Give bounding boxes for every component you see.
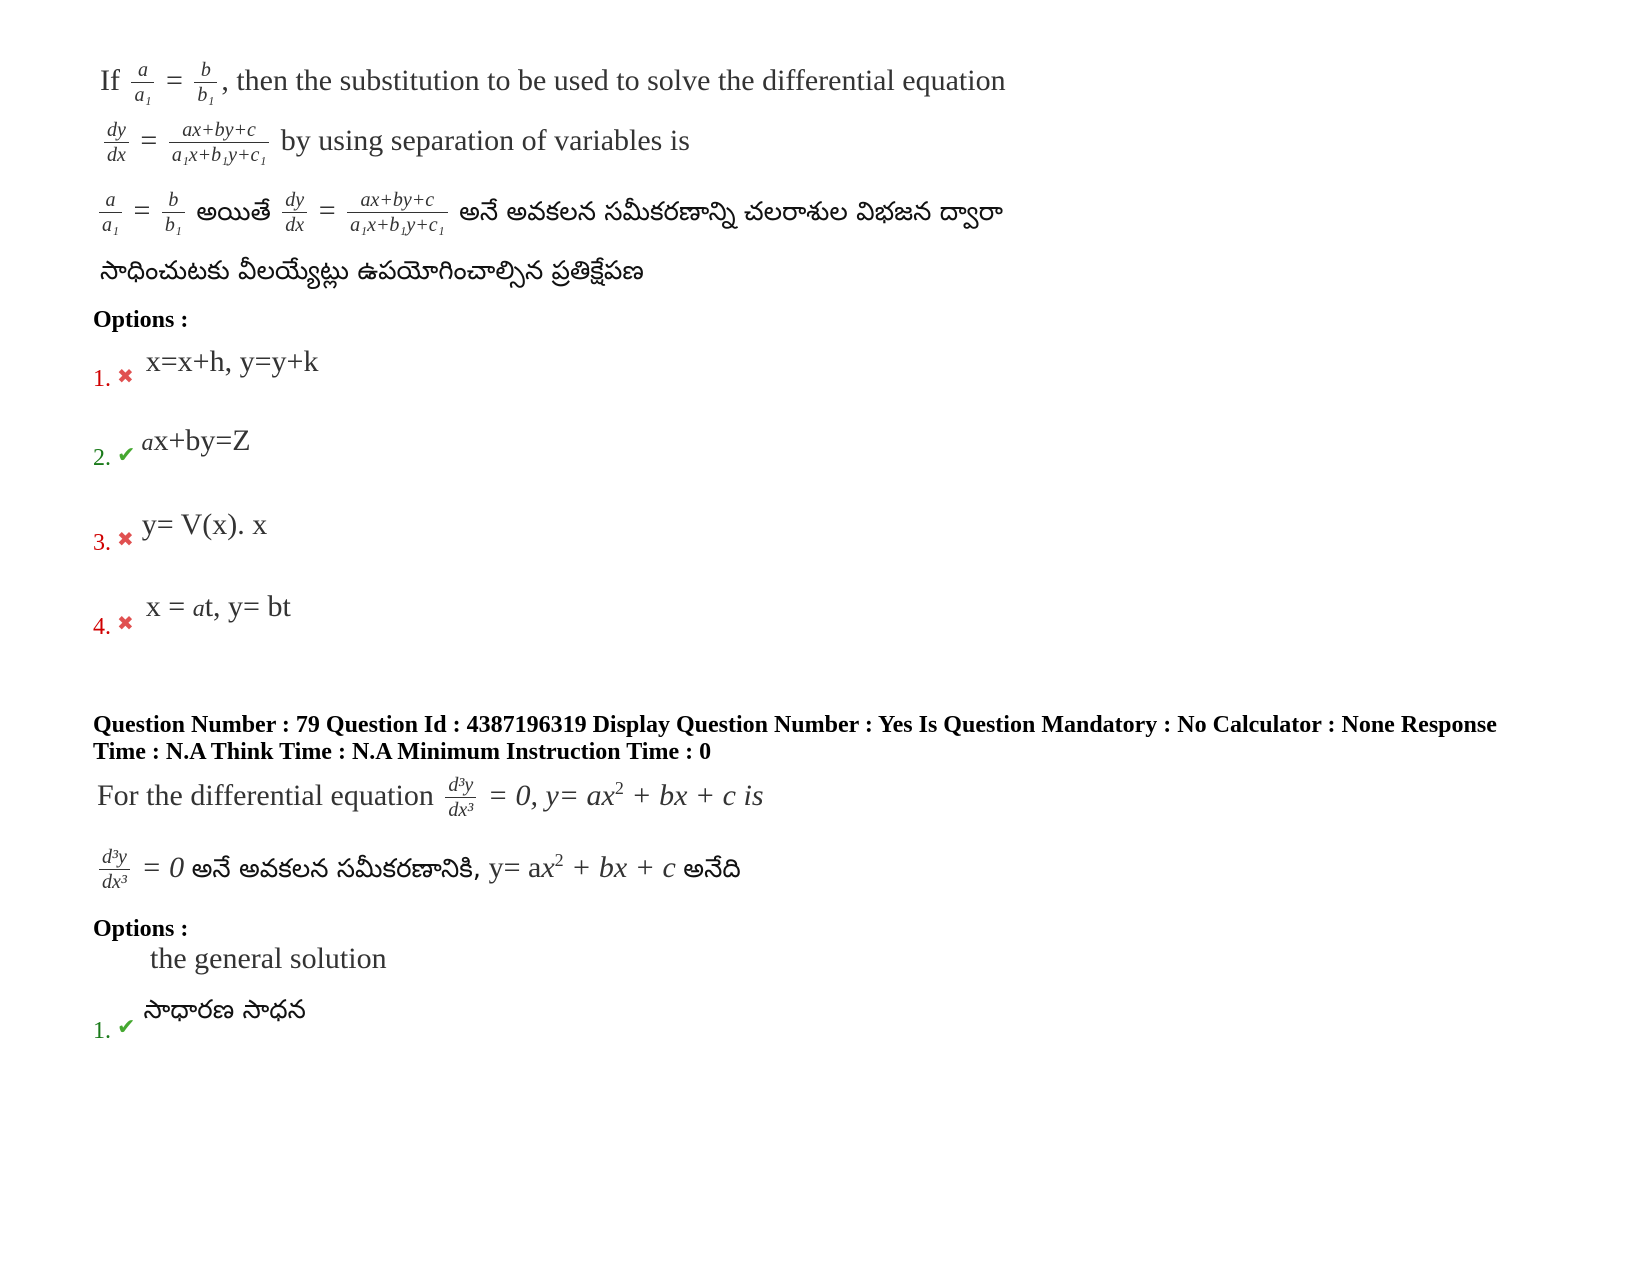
q79-option-1 [93,995,306,1044]
option-1 [93,345,319,392]
fraction [347,188,447,238]
telugu-text: అనే అవకలన సమీకరణాన్ని చలరాశుల విభజన ద్వారా [459,196,1003,227]
frac-num: b [168,189,179,211]
frac-num: dy [107,119,126,141]
option-text-pre: x = [145,590,193,623]
fraction [104,118,129,168]
frac-den: a₁x+b₁y+c₁ [169,142,269,168]
q79-header-line2: Time : N.A Think Time : N.A Minimum Instruction Time : 0 [93,739,712,765]
q78-line2 [100,118,690,168]
option-text-a: a [192,596,205,622]
equation-rest: + bx + c [563,850,676,884]
q79-header-line1: Question Number : 79 Question Id : 4387196319 Display Question Number : Yes Is Question Mandatory : No Calculator : None Response [93,712,1497,738]
wrong-icon: ✖ [117,611,134,635]
q78-line2-suffix: by using separation of variables is [280,123,690,157]
frac-num: d³y [102,846,127,868]
q79-option-1-english: the general solution [150,942,387,975]
fraction [99,188,122,238]
wrong-icon: ✖ [117,364,134,388]
frac-den: a₁ [131,82,154,108]
superscript: 2 [554,849,564,870]
equals: = [318,193,336,227]
equation-y: y= a [488,850,542,884]
fraction [169,118,269,168]
correct-icon: ✔ [117,1015,136,1040]
option-3 [93,508,268,556]
fraction [131,58,154,108]
q78-line1 [100,58,1006,108]
fraction [194,58,217,108]
superscript: 2 [614,777,624,798]
q78-line1-prefix: If [100,63,120,97]
equals: = [133,193,151,227]
equation-part: = 0, y= a [487,778,602,812]
frac-den: dx³ [445,797,476,823]
frac-num: a [105,189,116,211]
frac-num: b [200,59,211,81]
equation-x: x [541,850,555,884]
option-4 [93,590,291,640]
option-text: y= V(x). x [141,508,268,541]
frac-den: dx [104,142,129,168]
q78-line3 [95,188,1003,238]
equals: = [165,63,183,97]
frac-den: dx³ [99,869,130,895]
frac-num: ax+by+c [360,189,435,211]
frac-num: dy [285,189,305,211]
option-number: 3. [93,530,111,556]
fraction [445,773,476,823]
options-label: Options : [93,307,189,333]
telugu-text: అనేది [683,853,741,884]
wrong-icon: ✖ [117,527,134,551]
option-text: సాధారణ సాధన [143,995,306,1025]
options-label: Options : [93,916,189,942]
option-2 [93,424,251,471]
fraction [162,188,185,238]
option-number: 1. [93,366,111,392]
frac-den: b₁ [194,82,217,108]
frac-den: a₁x+b₁y+c₁ [347,212,447,238]
q78-line1-suffix: , then the substitution to be used to solve the differential equation [221,63,1006,97]
equation-part: = 0 [141,850,185,884]
frac-den: dx [282,212,307,238]
telugu-text: అనే అవకలన సమీకరణానికి, [191,853,482,884]
option-text: x=x+h, y=y+k [145,345,319,378]
frac-den: b₁ [162,212,185,238]
telugu-text: అయితే [196,196,271,227]
option-text: t, y= bt [204,590,291,623]
option-number: 1. [93,1018,111,1044]
frac-num: ax+by+c [182,119,256,141]
option-text: x+by=Z [153,424,251,457]
equation-rest: + bx + c is [623,778,764,812]
correct-icon: ✔ [117,443,136,468]
q79-line1-prefix: For the differential equation [97,778,434,812]
option-number: 2. [93,445,111,471]
fraction [282,188,307,238]
frac-num: a [137,59,148,81]
option-number: 4. [93,614,111,640]
equals: = [140,123,158,157]
q78-line4: సాధించుటకు వీలయ్యేట్లు ఉపయోగించాల్సిన ప్రతిక్షేపణ [100,256,644,286]
frac-den: a₁ [99,212,122,238]
equation-x: x [601,778,615,812]
fraction [99,845,130,895]
q79-line2 [95,845,741,895]
frac-num: d³y [448,774,474,796]
option-text-a: a [141,430,154,456]
q79-header [93,712,1497,766]
q79-line1 [97,773,764,823]
